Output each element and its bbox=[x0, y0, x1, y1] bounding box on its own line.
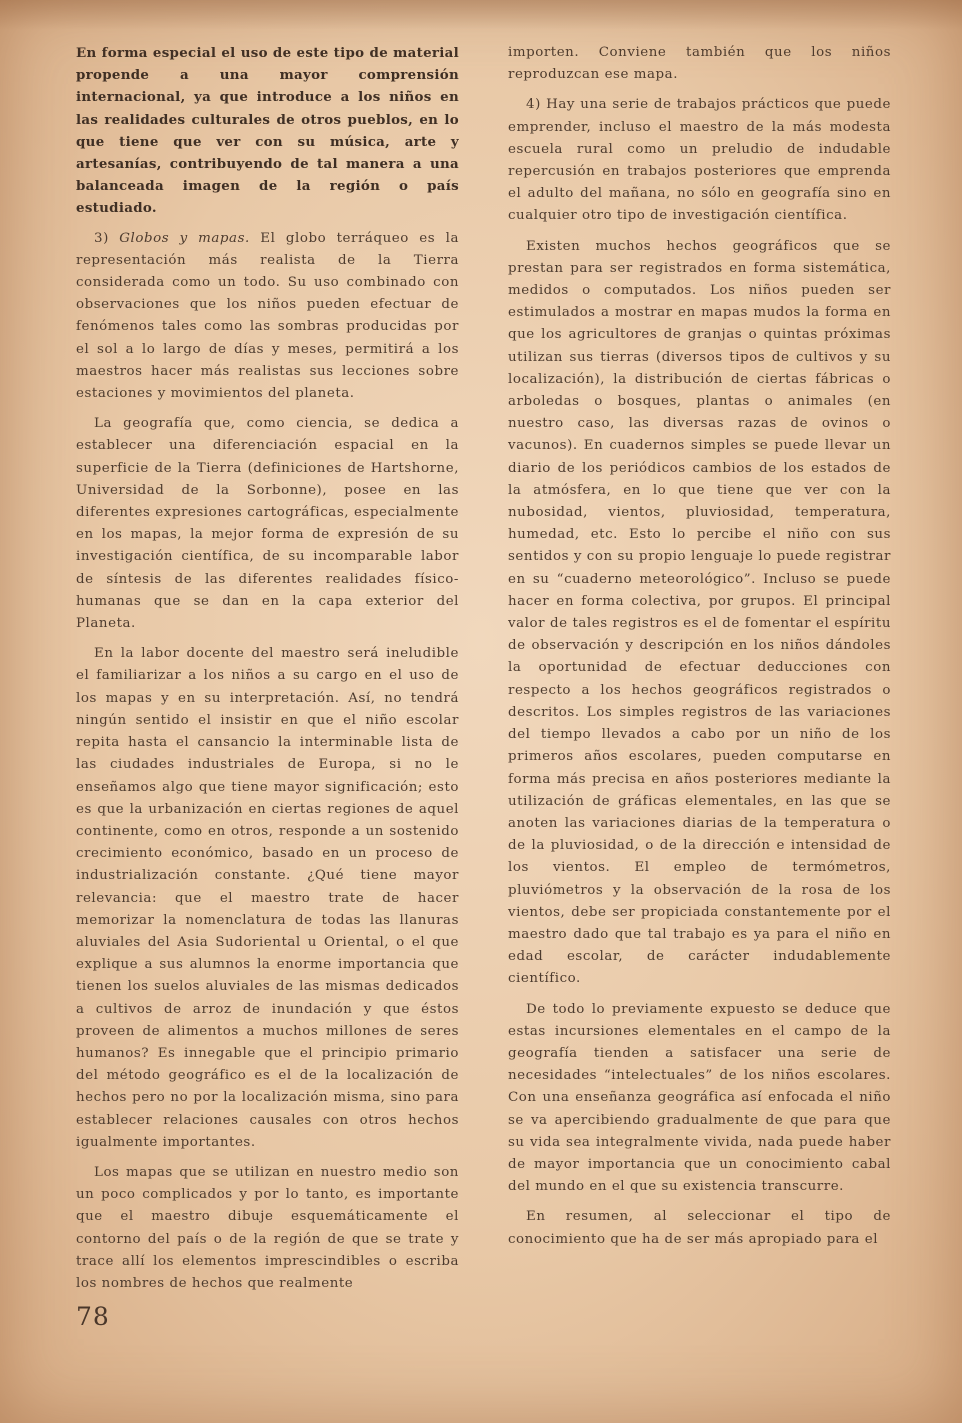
paragraph: En forma especial el uso de este tipo de material propende a una mayor comprensión internacional, ya que introduce a los niños en las realidades culturales de otros pueblos, en lo que tiene que ver con su música, arte y artesanías, contribuyendo de tal manera a una balanceada imagen de la región o país estudiado. bbox=[76, 45, 459, 217]
right-column bbox=[508, 42, 891, 1259]
paragraph-text: El globo terráqueo es la representación más realista de la Tierra considerada como un todo. Su uso combinado con observaciones que los niños pueden efectuar de fenómenos tales como las sombras producidas por el sol a lo largo de días y meses, permitirá a los maestros hacer más realistas sus lecciones sobre estaciones y movimientos del planeta. bbox=[76, 230, 459, 402]
paragraph: importen. Conviene también que los niños reproduzcan ese mapa. bbox=[508, 45, 891, 83]
paragraph: 4) Hay una serie de trabajos prácticos que puede emprender, incluso el maestro de la más modesta escuela rural como un preludio de indudable repercusión en trabajos posteriores que emprenda el adulto del mañana, no sólo en geografía sino en cualquier otro tipo de investigación científica. bbox=[508, 97, 891, 224]
paragraph: De todo lo previamente expuesto se deduce que estas incursiones elementales en el campo de la geografía tienden a satisfacer una serie de necesidades “intelectuales” de los niños escolares. Con una enseñanza geográfica así enfocada el niño se va apercibiendo gradualmente de que para que su vida sea integralmente vivida, nada puede haber de mayor importancia que un conocimiento cabal del mundo en el que su existencia transcurre. bbox=[508, 1001, 891, 1195]
left-column bbox=[76, 42, 459, 1303]
paragraph bbox=[76, 228, 459, 406]
paragraph: En resumen, al seleccionar el tipo de conocimiento que ha de ser más apropiado para el bbox=[508, 1209, 891, 1247]
section-title: Globos y mapas. bbox=[119, 230, 250, 246]
page-number: 78 bbox=[76, 1302, 110, 1331]
paragraph: Los mapas que se utilizan en nuestro medio son un poco complicados y por lo tanto, es importante que el maestro dibuje esquemáticamente el contorno del país o de la región de que se trate y trace allí los elementos imprescindibles o escriba los nombres de hechos que realmente bbox=[76, 1164, 459, 1291]
paragraph: En la labor docente del maestro será ineludible el familiarizar a los niños a su cargo en el uso de los mapas y en su interpretación. Así, no tendrá ningún sentido el insistir en que el niño escolar repita hasta el cansancio la interminable lista de las ciudades industriales de Europa, si no le enseñamos algo que tiene mayor significación; esto es que la urbanización en ciertas regiones de aquel continente, como en otros, responde a un sostenido crecimiento económico, basado en un proceso de industrialización constante. ¿Qué tiene mayor relevancia: que el maestro trate de hacer memorizar la nomenclatura de todas las llanuras aluviales del Asia Sudoriental u Oriental, o el que explique a sus alumnos la enorme importancia que tienen los suelos aluviales de las mismas dedicados a cultivos de arroz de inundación y que éstos proveen de alimentos a muchos millones de seres humanos? Es innegable que el principio primario del método geográfico es el de la localización de hechos pero no por la localización misma, sino para establecer relaciones causales con otros hechos igualmente importantes. bbox=[76, 646, 459, 1150]
page-top-edge bbox=[0, 0, 962, 30]
paragraph: Existen muchos hechos geográficos que se prestan para ser registrados en forma sistemática, medidos o computados. Los niños pueden ser estimulados a mostrar en mapas mudos la forma en que los agricultores de granjas o quintas próximas utilizan sus tierras (diversos tipos de cultivos y su localización), la distribución de ciertas fábricas o arboledas o bosques, plantas o animales (en nuestro caso, las diversas razas de ovinos o vacunos). En cuadernos simples se puede llevar un diario de los periódicos cambios de los estados de la atmósfera, en lo que tiene que ver con la nubosidad, vientos, pluviosidad, temperatura, humedad, etc. Esto lo percibe el niño con sus sentidos y con su propio lenguaje lo puede registrar en su “cuaderno meteorológico”. Incluso se puede hacer en forma colectiva, por grupos. El principal valor de tales registros es el de fomentar el espíritu de observación y descripción en los niños dándoles la oportunidad de efectuar deducciones con respecto a los hechos geográficos registrados o descritos. Los simples registros de las variaciones del tiempo llevados a cabo por un niño de los primeros años escolares, pueden computarse en forma más precisa en años posteriores mediante la utilización de gráficas elementales, en las que se anoten las variaciones diarias de la temperatura o de la pluviosidad, o de la dirección e intensidad de los vientos. El empleo de termómetros, pluviómetros y la observación de la rosa de los vientos, debe ser propiciada constantemente por el maestro dado que tal trabajo es ya para el niño en edad escolar, de carácter indudablemente científico. bbox=[508, 238, 891, 987]
paragraph: La geografía que, como ciencia, se dedica a establecer una diferenciación espacial en la superficie de la Tierra (definiciones de Hartshorne, Universidad de la Sorbonne), posee en las diferentes expresiones cartográficas, especialmente en los mapas, la mejor forma de expresión de su investigación científica, de su incomparable labor de síntesis de las diferentes realidades físico-humanas que se dan en la capa exterior del Planeta. bbox=[76, 416, 459, 632]
list-number: 3) bbox=[94, 230, 120, 246]
